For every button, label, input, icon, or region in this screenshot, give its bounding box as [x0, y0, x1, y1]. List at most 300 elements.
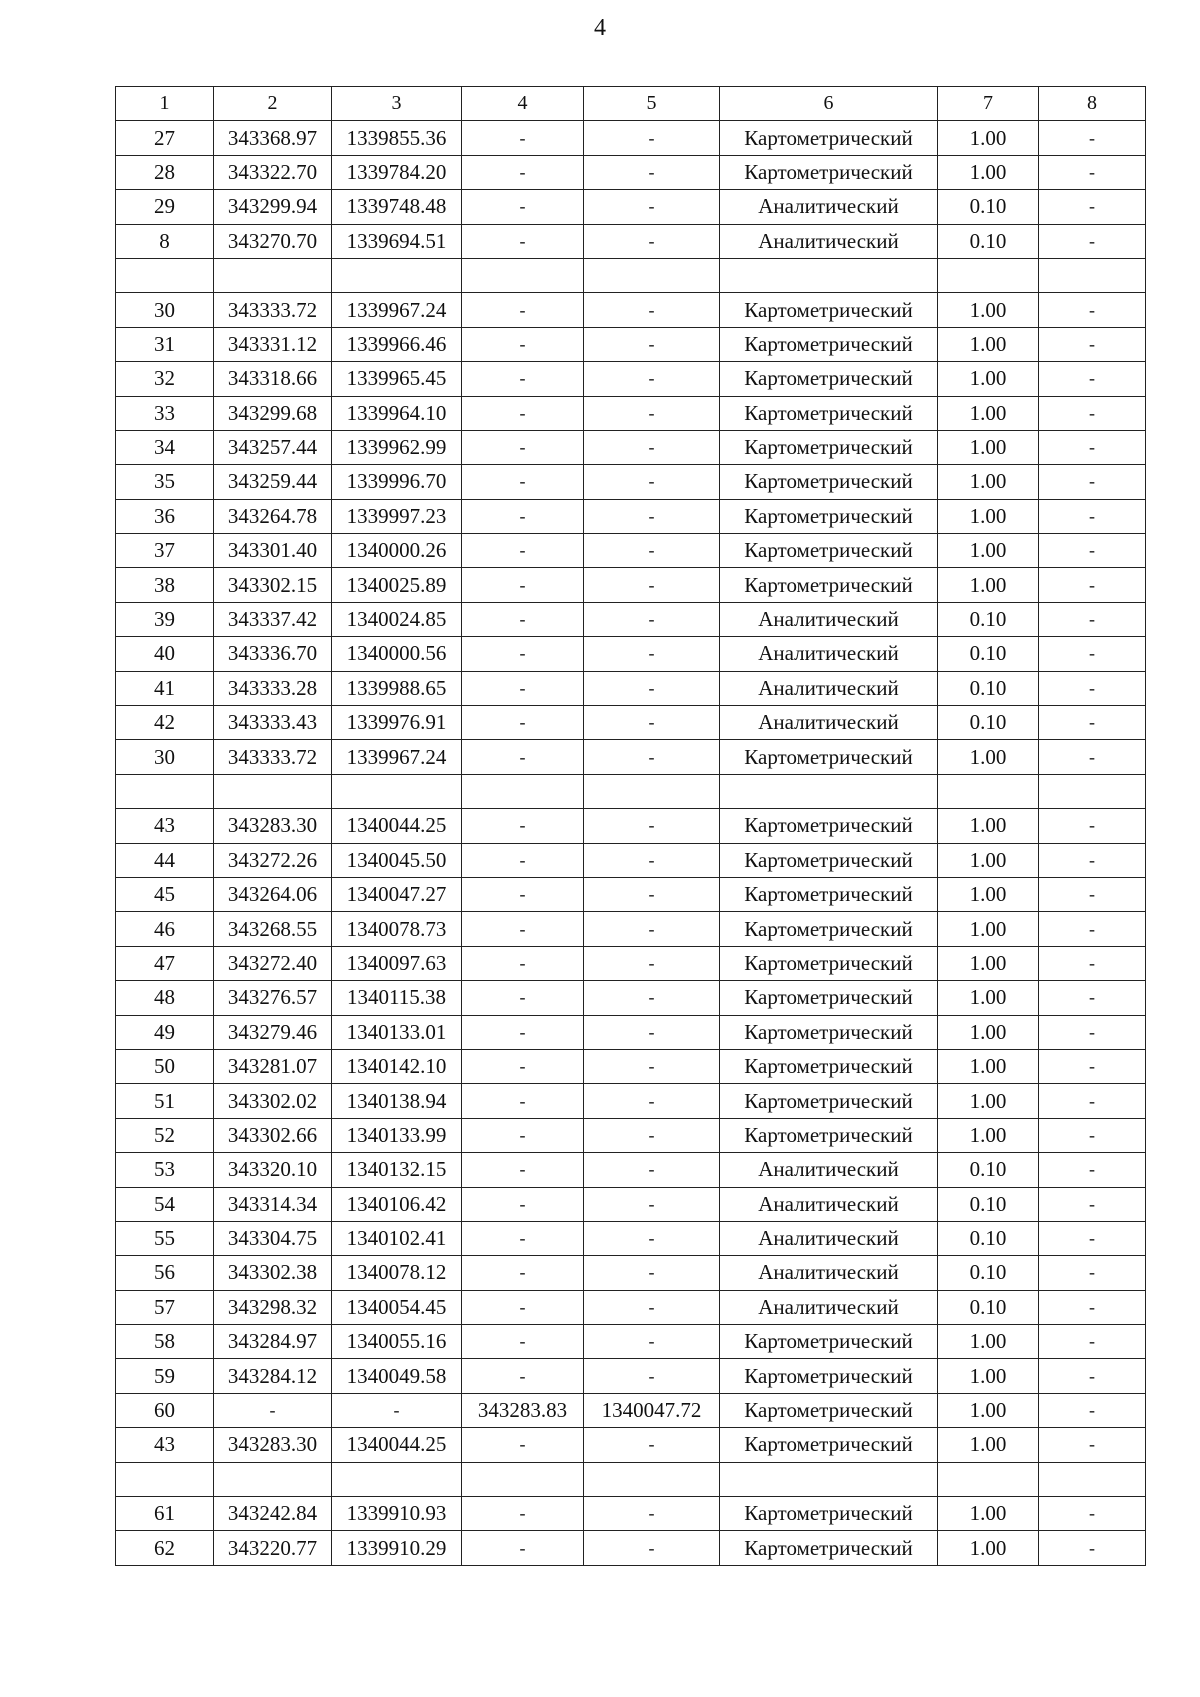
accuracy-cell: 0.10	[938, 706, 1039, 740]
accuracy-cell: 1.00	[938, 877, 1039, 911]
point-number-cell: 8	[116, 224, 214, 258]
accuracy-cell: 0.10	[938, 1256, 1039, 1290]
note-cell: -	[1039, 1015, 1146, 1049]
method-cell: Картометрический	[720, 1393, 938, 1427]
point-number-cell: 59	[116, 1359, 214, 1393]
y-coordinate-cell: 1339962.99	[332, 430, 462, 464]
table-row	[116, 121, 1146, 155]
accuracy-cell: 0.10	[938, 671, 1039, 705]
accuracy-cell: 1.00	[938, 1531, 1039, 1565]
note-cell: -	[1039, 224, 1146, 258]
x-new-coordinate-cell: -	[462, 1187, 584, 1221]
y-coordinate-cell: 1340106.42	[332, 1187, 462, 1221]
x-coordinate-cell: 343268.55	[214, 912, 332, 946]
note-cell: -	[1039, 1290, 1146, 1324]
x-new-coordinate-cell: -	[462, 1290, 584, 1324]
point-number-cell: 46	[116, 912, 214, 946]
table-row	[116, 1290, 1146, 1324]
method-cell: Картометрический	[720, 1084, 938, 1118]
table-row	[116, 1084, 1146, 1118]
method-cell: Картометрический	[720, 121, 938, 155]
x-coordinate-cell: 343270.70	[214, 224, 332, 258]
method-cell: Аналитический	[720, 671, 938, 705]
x-coordinate-cell: 343302.15	[214, 568, 332, 602]
point-number-cell: 45	[116, 877, 214, 911]
table-row	[116, 602, 1146, 636]
accuracy-cell: 1.00	[938, 843, 1039, 877]
x-coordinate-cell: 343336.70	[214, 637, 332, 671]
note-cell: -	[1039, 809, 1146, 843]
y-new-coordinate-cell: -	[584, 602, 720, 636]
y-coordinate-cell: 1339965.45	[332, 362, 462, 396]
x-coordinate-cell: 343301.40	[214, 534, 332, 568]
table-row	[116, 946, 1146, 980]
note-cell: -	[1039, 1497, 1146, 1531]
accuracy-cell: 1.00	[938, 155, 1039, 189]
y-new-coordinate-cell: -	[584, 1084, 720, 1118]
x-coordinate-cell: 343302.02	[214, 1084, 332, 1118]
point-number-cell: 34	[116, 430, 214, 464]
x-coordinate-cell: 343302.66	[214, 1118, 332, 1152]
accuracy-cell: 1.00	[938, 740, 1039, 774]
method-cell: Картометрический	[720, 430, 938, 464]
x-new-coordinate-cell: -	[462, 912, 584, 946]
accuracy-cell: 1.00	[938, 568, 1039, 602]
point-number-cell: 37	[116, 534, 214, 568]
x-new-coordinate-cell: -	[462, 1359, 584, 1393]
y-new-coordinate-cell: -	[584, 190, 720, 224]
method-cell: Картометрический	[720, 1049, 938, 1083]
y-new-coordinate-cell: -	[584, 1049, 720, 1083]
point-number-cell	[116, 258, 214, 292]
y-coordinate-cell: 1340045.50	[332, 843, 462, 877]
x-new-coordinate-cell: -	[462, 809, 584, 843]
note-cell: -	[1039, 155, 1146, 189]
column-header: 8	[1039, 87, 1146, 121]
y-coordinate-cell: 1339967.24	[332, 293, 462, 327]
y-new-coordinate-cell: -	[584, 121, 720, 155]
point-number-cell	[116, 1462, 214, 1496]
x-coordinate-cell: 343281.07	[214, 1049, 332, 1083]
x-new-coordinate-cell: -	[462, 1084, 584, 1118]
point-number-cell: 29	[116, 190, 214, 224]
x-new-coordinate-cell: -	[462, 1153, 584, 1187]
x-coordinate-cell: 343333.72	[214, 293, 332, 327]
y-new-coordinate-cell: -	[584, 327, 720, 361]
x-coordinate-cell: 343264.06	[214, 877, 332, 911]
x-coordinate-cell: 343368.97	[214, 121, 332, 155]
x-new-coordinate-cell	[462, 1462, 584, 1496]
table-row	[116, 809, 1146, 843]
y-coordinate-cell: 1340133.01	[332, 1015, 462, 1049]
x-coordinate-cell: 343283.30	[214, 809, 332, 843]
note-cell: -	[1039, 843, 1146, 877]
y-new-coordinate-cell: -	[584, 568, 720, 602]
note-cell: -	[1039, 568, 1146, 602]
y-new-coordinate-cell: -	[584, 843, 720, 877]
x-coordinate-cell: 343298.32	[214, 1290, 332, 1324]
y-new-coordinate-cell: -	[584, 224, 720, 258]
y-new-coordinate-cell: 1340047.72	[584, 1393, 720, 1427]
point-number-cell: 39	[116, 602, 214, 636]
table-row	[116, 396, 1146, 430]
y-coordinate-cell: 1340047.27	[332, 877, 462, 911]
note-cell: -	[1039, 1531, 1146, 1565]
x-new-coordinate-cell	[462, 774, 584, 808]
point-number-cell: 51	[116, 1084, 214, 1118]
point-number-cell: 53	[116, 1153, 214, 1187]
method-cell: Картометрический	[720, 1497, 938, 1531]
table-row	[116, 1393, 1146, 1427]
note-cell: -	[1039, 1428, 1146, 1462]
x-new-coordinate-cell: -	[462, 155, 584, 189]
point-number-cell: 28	[116, 155, 214, 189]
y-new-coordinate-cell: -	[584, 430, 720, 464]
y-coordinate-cell: 1339997.23	[332, 499, 462, 533]
x-coordinate-cell: 343333.28	[214, 671, 332, 705]
x-new-coordinate-cell: -	[462, 293, 584, 327]
accuracy-cell: 1.00	[938, 327, 1039, 361]
note-cell	[1039, 774, 1146, 808]
y-coordinate-cell: 1339966.46	[332, 327, 462, 361]
y-coordinate-cell: 1339988.65	[332, 671, 462, 705]
table-row	[116, 155, 1146, 189]
y-coordinate-cell: 1339964.10	[332, 396, 462, 430]
method-cell: Картометрический	[720, 499, 938, 533]
note-cell: -	[1039, 1359, 1146, 1393]
accuracy-cell: 1.00	[938, 1359, 1039, 1393]
method-cell	[720, 1462, 938, 1496]
y-new-coordinate-cell: -	[584, 1187, 720, 1221]
x-coordinate-cell: 343284.12	[214, 1359, 332, 1393]
x-coordinate-cell: 343333.43	[214, 706, 332, 740]
y-new-coordinate-cell: -	[584, 396, 720, 430]
x-new-coordinate-cell: -	[462, 1118, 584, 1152]
x-new-coordinate-cell: -	[462, 637, 584, 671]
point-number-cell: 48	[116, 981, 214, 1015]
x-new-coordinate-cell: -	[462, 224, 584, 258]
point-number-cell: 30	[116, 740, 214, 774]
x-coordinate-cell: 343304.75	[214, 1221, 332, 1255]
point-number-cell: 43	[116, 1428, 214, 1462]
table-row	[116, 740, 1146, 774]
y-new-coordinate-cell: -	[584, 1221, 720, 1255]
y-new-coordinate-cell: -	[584, 1153, 720, 1187]
method-cell: Аналитический	[720, 1187, 938, 1221]
x-new-coordinate-cell: -	[462, 1256, 584, 1290]
x-new-coordinate-cell: -	[462, 465, 584, 499]
x-new-coordinate-cell: -	[462, 981, 584, 1015]
x-new-coordinate-cell: -	[462, 190, 584, 224]
table-row	[116, 430, 1146, 464]
y-new-coordinate-cell: -	[584, 946, 720, 980]
accuracy-cell: 1.00	[938, 1393, 1039, 1427]
table-row	[116, 843, 1146, 877]
note-cell: -	[1039, 499, 1146, 533]
point-number-cell: 44	[116, 843, 214, 877]
table-row	[116, 534, 1146, 568]
method-cell	[720, 774, 938, 808]
x-new-coordinate-cell: -	[462, 1497, 584, 1531]
accuracy-cell: 1.00	[938, 534, 1039, 568]
y-coordinate-cell: 1340102.41	[332, 1221, 462, 1255]
y-coordinate-cell: 1339784.20	[332, 155, 462, 189]
note-cell: -	[1039, 1084, 1146, 1118]
note-cell: -	[1039, 877, 1146, 911]
y-coordinate-cell: 1340132.15	[332, 1153, 462, 1187]
table-row	[116, 1256, 1146, 1290]
x-new-coordinate-cell: -	[462, 430, 584, 464]
column-header: 5	[584, 87, 720, 121]
x-coordinate-cell: -	[214, 1393, 332, 1427]
point-number-cell: 62	[116, 1531, 214, 1565]
point-number-cell: 54	[116, 1187, 214, 1221]
y-new-coordinate-cell: -	[584, 465, 720, 499]
x-coordinate-cell: 343279.46	[214, 1015, 332, 1049]
method-cell: Картометрический	[720, 1325, 938, 1359]
x-new-coordinate-cell: -	[462, 843, 584, 877]
method-cell: Картометрический	[720, 465, 938, 499]
accuracy-cell: 1.00	[938, 430, 1039, 464]
x-coordinate-cell: 343299.94	[214, 190, 332, 224]
column-header: 1	[116, 87, 214, 121]
y-coordinate-cell: 1339910.29	[332, 1531, 462, 1565]
accuracy-cell: 1.00	[938, 121, 1039, 155]
table-body	[116, 121, 1146, 1565]
note-cell: -	[1039, 1325, 1146, 1359]
point-number-cell: 42	[116, 706, 214, 740]
note-cell: -	[1039, 912, 1146, 946]
note-cell: -	[1039, 1153, 1146, 1187]
method-cell: Картометрический	[720, 843, 938, 877]
table-row	[116, 499, 1146, 533]
accuracy-cell: 0.10	[938, 190, 1039, 224]
y-coordinate-cell: 1340044.25	[332, 1428, 462, 1462]
table-row	[116, 1428, 1146, 1462]
x-coordinate-cell	[214, 1462, 332, 1496]
y-coordinate-cell: 1340055.16	[332, 1325, 462, 1359]
y-new-coordinate-cell	[584, 774, 720, 808]
y-coordinate-cell: 1339976.91	[332, 706, 462, 740]
y-coordinate-cell	[332, 774, 462, 808]
y-coordinate-cell: 1339748.48	[332, 190, 462, 224]
note-cell: -	[1039, 430, 1146, 464]
coordinates-table	[115, 86, 1146, 1566]
point-number-cell: 61	[116, 1497, 214, 1531]
method-cell: Картометрический	[720, 1428, 938, 1462]
accuracy-cell: 1.00	[938, 465, 1039, 499]
table-row	[116, 1221, 1146, 1255]
y-new-coordinate-cell: -	[584, 499, 720, 533]
accuracy-cell: 1.00	[938, 1428, 1039, 1462]
x-coordinate-cell: 343272.26	[214, 843, 332, 877]
table-row	[116, 774, 1146, 808]
x-coordinate-cell: 343320.10	[214, 1153, 332, 1187]
point-number-cell: 31	[116, 327, 214, 361]
note-cell: -	[1039, 396, 1146, 430]
accuracy-cell	[938, 774, 1039, 808]
x-coordinate-cell: 343242.84	[214, 1497, 332, 1531]
x-coordinate-cell	[214, 774, 332, 808]
x-coordinate-cell: 343318.66	[214, 362, 332, 396]
accuracy-cell: 1.00	[938, 362, 1039, 396]
y-new-coordinate-cell: -	[584, 1359, 720, 1393]
note-cell: -	[1039, 1393, 1146, 1427]
y-coordinate-cell: 1340044.25	[332, 809, 462, 843]
y-new-coordinate-cell: -	[584, 1325, 720, 1359]
y-coordinate-cell: 1340097.63	[332, 946, 462, 980]
accuracy-cell: 1.00	[938, 946, 1039, 980]
y-coordinate-cell: 1339996.70	[332, 465, 462, 499]
point-number-cell: 32	[116, 362, 214, 396]
y-new-coordinate-cell: -	[584, 912, 720, 946]
note-cell: -	[1039, 534, 1146, 568]
y-coordinate-cell: 1340000.26	[332, 534, 462, 568]
method-cell: Картометрический	[720, 327, 938, 361]
point-number-cell: 27	[116, 121, 214, 155]
x-coordinate-cell: 343259.44	[214, 465, 332, 499]
x-new-coordinate-cell: -	[462, 121, 584, 155]
accuracy-cell: 1.00	[938, 499, 1039, 533]
method-cell: Картометрический	[720, 568, 938, 602]
x-coordinate-cell: 343333.72	[214, 740, 332, 774]
accuracy-cell: 1.00	[938, 1325, 1039, 1359]
x-new-coordinate-cell: -	[462, 1531, 584, 1565]
table-row	[116, 1049, 1146, 1083]
y-new-coordinate-cell: -	[584, 740, 720, 774]
method-cell: Аналитический	[720, 190, 938, 224]
y-new-coordinate-cell: -	[584, 362, 720, 396]
point-number-cell: 30	[116, 293, 214, 327]
x-new-coordinate-cell: 343283.83	[462, 1393, 584, 1427]
x-new-coordinate-cell: -	[462, 534, 584, 568]
x-new-coordinate-cell: -	[462, 877, 584, 911]
y-coordinate-cell: 1340078.12	[332, 1256, 462, 1290]
accuracy-cell: 1.00	[938, 293, 1039, 327]
x-new-coordinate-cell: -	[462, 602, 584, 636]
y-new-coordinate-cell: -	[584, 706, 720, 740]
table-row	[116, 568, 1146, 602]
table-row	[116, 362, 1146, 396]
method-cell: Картометрический	[720, 1531, 938, 1565]
y-coordinate-cell: 1340138.94	[332, 1084, 462, 1118]
y-new-coordinate-cell: -	[584, 1531, 720, 1565]
y-new-coordinate-cell: -	[584, 981, 720, 1015]
method-cell: Аналитический	[720, 602, 938, 636]
x-coordinate-cell: 343302.38	[214, 1256, 332, 1290]
x-coordinate-cell: 343284.97	[214, 1325, 332, 1359]
method-cell: Картометрический	[720, 155, 938, 189]
table-row	[116, 1359, 1146, 1393]
note-cell: -	[1039, 121, 1146, 155]
point-number-cell: 50	[116, 1049, 214, 1083]
accuracy-cell: 1.00	[938, 1049, 1039, 1083]
table-row	[116, 1153, 1146, 1187]
accuracy-cell: 0.10	[938, 1290, 1039, 1324]
x-new-coordinate-cell: -	[462, 568, 584, 602]
method-cell: Аналитический	[720, 1290, 938, 1324]
y-new-coordinate-cell: -	[584, 293, 720, 327]
y-new-coordinate-cell: -	[584, 671, 720, 705]
method-cell: Картометрический	[720, 877, 938, 911]
point-number-cell: 38	[116, 568, 214, 602]
method-cell: Картометрический	[720, 362, 938, 396]
table-row	[116, 912, 1146, 946]
table-row	[116, 293, 1146, 327]
y-coordinate-cell: 1340115.38	[332, 981, 462, 1015]
x-coordinate-cell: 343257.44	[214, 430, 332, 464]
method-cell: Аналитический	[720, 706, 938, 740]
x-new-coordinate-cell: -	[462, 1015, 584, 1049]
note-cell: -	[1039, 946, 1146, 980]
y-coordinate-cell: 1340142.10	[332, 1049, 462, 1083]
y-new-coordinate-cell: -	[584, 1256, 720, 1290]
table-row	[116, 706, 1146, 740]
y-coordinate-cell: 1339694.51	[332, 224, 462, 258]
accuracy-cell: 0.10	[938, 1187, 1039, 1221]
point-number-cell	[116, 774, 214, 808]
accuracy-cell: 1.00	[938, 981, 1039, 1015]
x-new-coordinate-cell: -	[462, 1325, 584, 1359]
method-cell: Картометрический	[720, 1118, 938, 1152]
note-cell: -	[1039, 1049, 1146, 1083]
note-cell: -	[1039, 1256, 1146, 1290]
y-new-coordinate-cell	[584, 258, 720, 292]
note-cell: -	[1039, 465, 1146, 499]
y-coordinate-cell	[332, 258, 462, 292]
x-new-coordinate-cell: -	[462, 946, 584, 980]
note-cell	[1039, 1462, 1146, 1496]
x-coordinate-cell: 343264.78	[214, 499, 332, 533]
point-number-cell: 57	[116, 1290, 214, 1324]
y-coordinate-cell: 1340078.73	[332, 912, 462, 946]
table-row	[116, 327, 1146, 361]
x-coordinate-cell: 343220.77	[214, 1531, 332, 1565]
note-cell: -	[1039, 981, 1146, 1015]
x-coordinate-cell	[214, 258, 332, 292]
method-cell: Картометрический	[720, 534, 938, 568]
point-number-cell: 52	[116, 1118, 214, 1152]
point-number-cell: 55	[116, 1221, 214, 1255]
y-new-coordinate-cell: -	[584, 809, 720, 843]
table-row	[116, 1497, 1146, 1531]
method-cell: Аналитический	[720, 1256, 938, 1290]
point-number-cell: 40	[116, 637, 214, 671]
method-cell: Аналитический	[720, 224, 938, 258]
y-coordinate-cell: 1339910.93	[332, 1497, 462, 1531]
table-row	[116, 1531, 1146, 1565]
method-cell: Картометрический	[720, 740, 938, 774]
note-cell: -	[1039, 293, 1146, 327]
x-new-coordinate-cell: -	[462, 671, 584, 705]
accuracy-cell: 0.10	[938, 1221, 1039, 1255]
table-row	[116, 1325, 1146, 1359]
x-new-coordinate-cell: -	[462, 396, 584, 430]
y-coordinate-cell: 1339855.36	[332, 121, 462, 155]
note-cell: -	[1039, 362, 1146, 396]
note-cell: -	[1039, 327, 1146, 361]
accuracy-cell: 0.10	[938, 224, 1039, 258]
accuracy-cell: 1.00	[938, 1497, 1039, 1531]
point-number-cell: 33	[116, 396, 214, 430]
accuracy-cell: 0.10	[938, 602, 1039, 636]
accuracy-cell: 0.10	[938, 1153, 1039, 1187]
x-coordinate-cell: 343299.68	[214, 396, 332, 430]
note-cell	[1039, 258, 1146, 292]
accuracy-cell: 1.00	[938, 809, 1039, 843]
table-row	[116, 1462, 1146, 1496]
y-new-coordinate-cell: -	[584, 1290, 720, 1324]
